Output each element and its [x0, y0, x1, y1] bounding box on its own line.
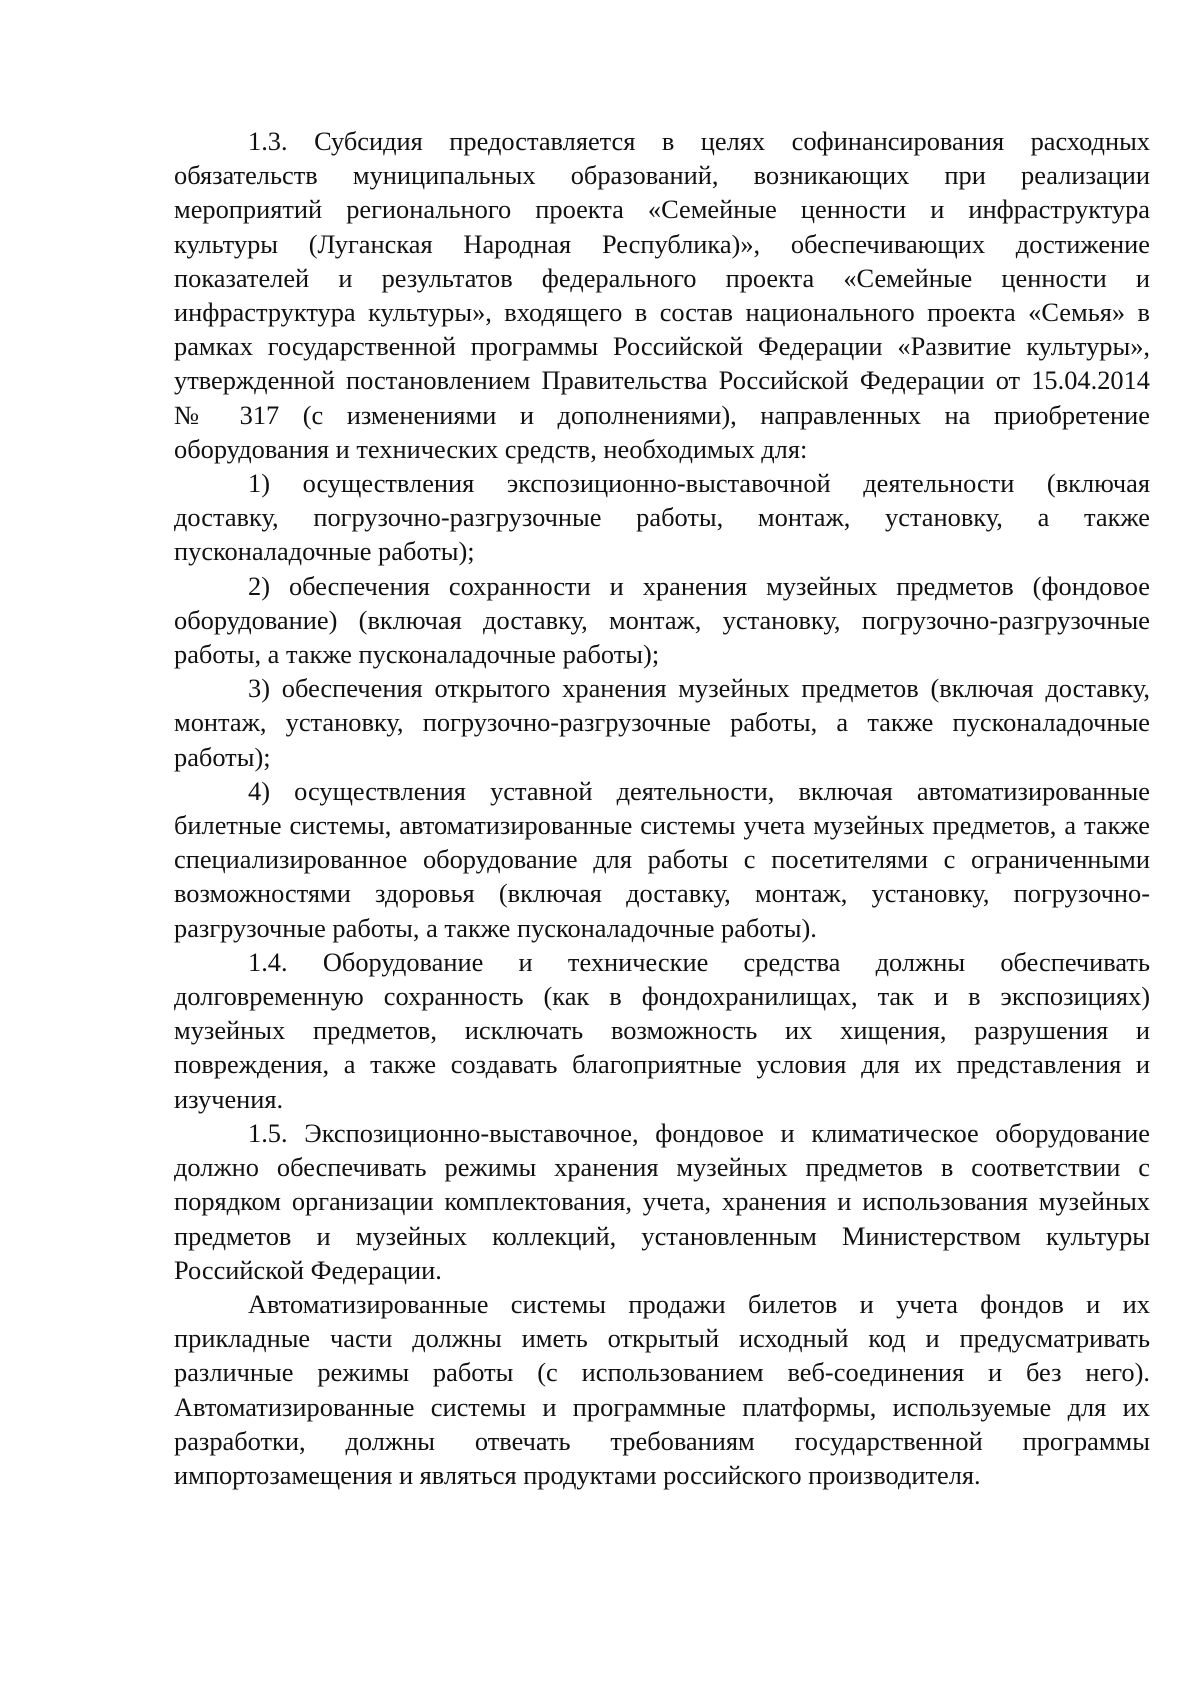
paragraph-1-5: 1.5. Экспозиционно-выставочное, фондовое и климатическое оборудование должно обеспечивать режимы хранения музейных предметов в соответствии с порядком организации комплектования, учета, хранения и использования музейных предметов и музейных коллекций, установленным Министерством культуры Российской Федерации.	[174, 1117, 1150, 1285]
list-item-3: 3) обеспечения открытого хранения музейных предметов (включая доставку, монтаж, установку, погрузочно-разгрузочные работы, а также пусконаладочные работы);	[174, 673, 1150, 772]
document-body	[174, 124, 1150, 1492]
paragraph-automated-systems: Автоматизированные системы продажи билетов и учета фондов и их прикладные части должны иметь открытый исходный код и предусматривать различные режимы работы (с использованием веб-соединения и без него). Автоматизированные системы и программные платформы, используемые для их разработки, должны отвечать требованиям государственной программы импортозамещения и являться продуктами российского производителя.	[174, 1288, 1150, 1490]
paragraph-1-4: 1.4. Оборудование и технические средства должны обеспечивать долговременную сохранность (как в фондохранилищах, так и в экспозициях) музейных предметов, исключать возможность их хищения, разрушения и повреждения, а также создавать благоприятные условия для их представления и изучения.	[174, 946, 1150, 1114]
list-item-1: 1) осуществления экспозиционно-выставочной деятельности (включая доставку, погрузочно-разгрузочные работы, монтаж, установку, а также пусконаладочные работы);	[174, 468, 1150, 567]
list-item-4: 4) осуществления уставной деятельности, включая автоматизированные билетные системы, автоматизированные системы учета музейных предметов, а также специализированное оборудование для работы с посетителями с ограниченными возможностями здоровья (включая доставку, монтаж, установку, погрузочно-разгрузочные работы, а также пусконаладочные работы).	[174, 775, 1150, 943]
list-item-2: 2) обеспечения сохранности и хранения музейных предметов (фондовое оборудование) (включая доставку, монтаж, установку, погрузочно-разгрузочные работы, а также пусконаладочные работы);	[174, 570, 1150, 670]
paragraph-1-3: 1.3. Субсидия предоставляется в целях софинансирования расходных обязательств муниципальных образований, возникающих при реализации мероприятий регионального проекта «Семейные ценности и инфраструктура культуры (Луганская Народная Республика)», обеспечивающих достижение показателей и результатов федерального проекта «Семейные ценности и инфраструктура культуры», входящего в состав национального проекта «Семья» в рамках государственной программы Российской Федерации «Развитие культуры», утвержденной постановлением Правительства Российской Федерации от 15.04.2014 № 317 (с изменениями и дополнениями), направленных на приобретение оборудования и технических средств, необходимых для:	[174, 126, 1150, 464]
